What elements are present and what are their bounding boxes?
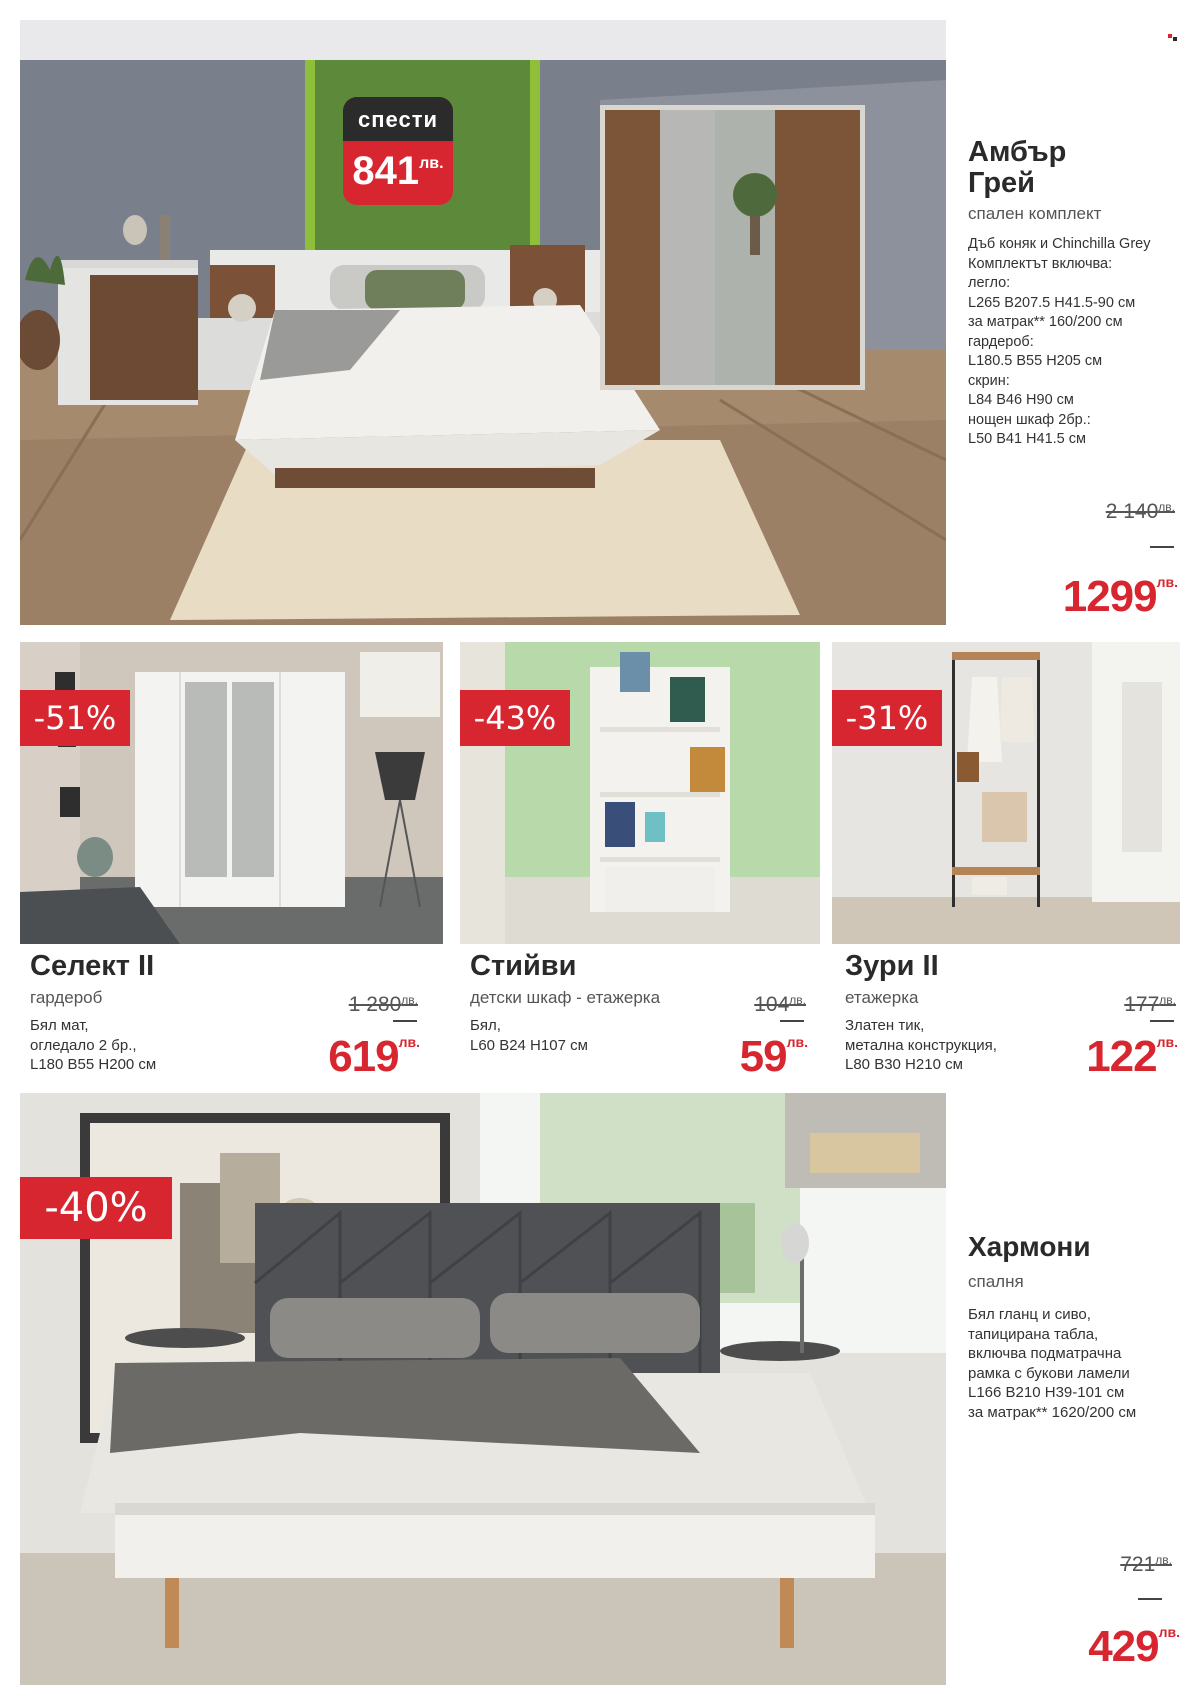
hero-specs: Дъб коняк и Chinchilla Grey Комплектът включва: легло: L265 B207.5 H41.5-90 см за матрак** 160/200 см гардероб: L180.5 B55 H205 см скрин: L84 B46 H90 см нощен шкаф 2бр.: L50 B41 H41.5 см <box>968 236 1151 447</box>
select-subtitle: гардероб <box>30 988 103 1007</box>
harmony-old-price: $721^{лв.}$ <box>1120 1553 1172 1576</box>
hero-price-divider <box>1150 546 1174 548</box>
select-new-price: $619^{лв.}$ <box>328 1032 420 1081</box>
stiyvi-specs: Бял, L60 B24 H107 см <box>470 1017 588 1054</box>
zuri-specs: Златен тик, метална конструкция, L80 B30 H210 см <box>845 1017 997 1073</box>
save-label: спести <box>343 97 453 141</box>
hero-old-price: 2 $140^{лв.}$ <box>1105 500 1175 523</box>
stiyvi-discount-badge: -43% <box>460 690 570 746</box>
zuri-discount-badge: -31% <box>832 690 942 746</box>
zuri-shelf-photo <box>832 642 1180 944</box>
hero-new-price: $1299^{лв.}$ <box>1062 572 1178 621</box>
stiyvi-shelf-photo <box>460 642 820 944</box>
select-discount-badge: -51% <box>20 690 130 746</box>
select-title: Селект II <box>30 950 155 982</box>
brand-logo-mark <box>1168 34 1178 42</box>
select-wardrobe-photo <box>20 642 443 944</box>
stiyvi-title: Стийви <box>470 950 577 982</box>
harmony-title: Хармони <box>968 1231 1091 1262</box>
harmony-specs: Бял гланц и сиво, тапицирана табла, включва подматрачна рамка с букови ламели L166 B210 H39-101 см за матрак** 1620/200 см <box>968 1306 1137 1421</box>
zuri-subtitle: етажерка <box>845 988 919 1007</box>
stiyvi-price-divider <box>780 1020 804 1022</box>
save-badge <box>343 97 453 205</box>
save-amount: $841^{лв.}$ <box>352 149 444 193</box>
hero-bedroom-photo <box>20 20 946 625</box>
select-old-price: 1 $280^{лв.}$ <box>348 993 418 1016</box>
stiyvi-old-price: $104^{лв.}$ <box>754 993 806 1016</box>
harmony-new-price: $429^{лв.}$ <box>1088 1622 1180 1671</box>
select-specs: Бял мат, огледало 2 бр., L180 B55 H200 см <box>30 1017 157 1073</box>
harmony-discount-badge: -40% <box>20 1177 172 1239</box>
stiyvi-new-price: $59^{лв.}$ <box>739 1032 808 1081</box>
harmony-price-divider <box>1138 1598 1162 1600</box>
zuri-old-price: $177^{лв.}$ <box>1124 993 1176 1016</box>
zuri-new-price: $122^{лв.}$ <box>1086 1032 1178 1081</box>
harmony-subtitle: спалня <box>968 1272 1024 1291</box>
hero-subtitle: спален комплект <box>968 204 1102 223</box>
stiyvi-subtitle: детски шкаф - етажерка <box>470 988 661 1007</box>
hero-title: Амбър Грей <box>968 136 1067 199</box>
zuri-title: Зури II <box>845 950 939 982</box>
zuri-price-divider <box>1150 1020 1174 1022</box>
select-price-divider <box>393 1020 417 1022</box>
